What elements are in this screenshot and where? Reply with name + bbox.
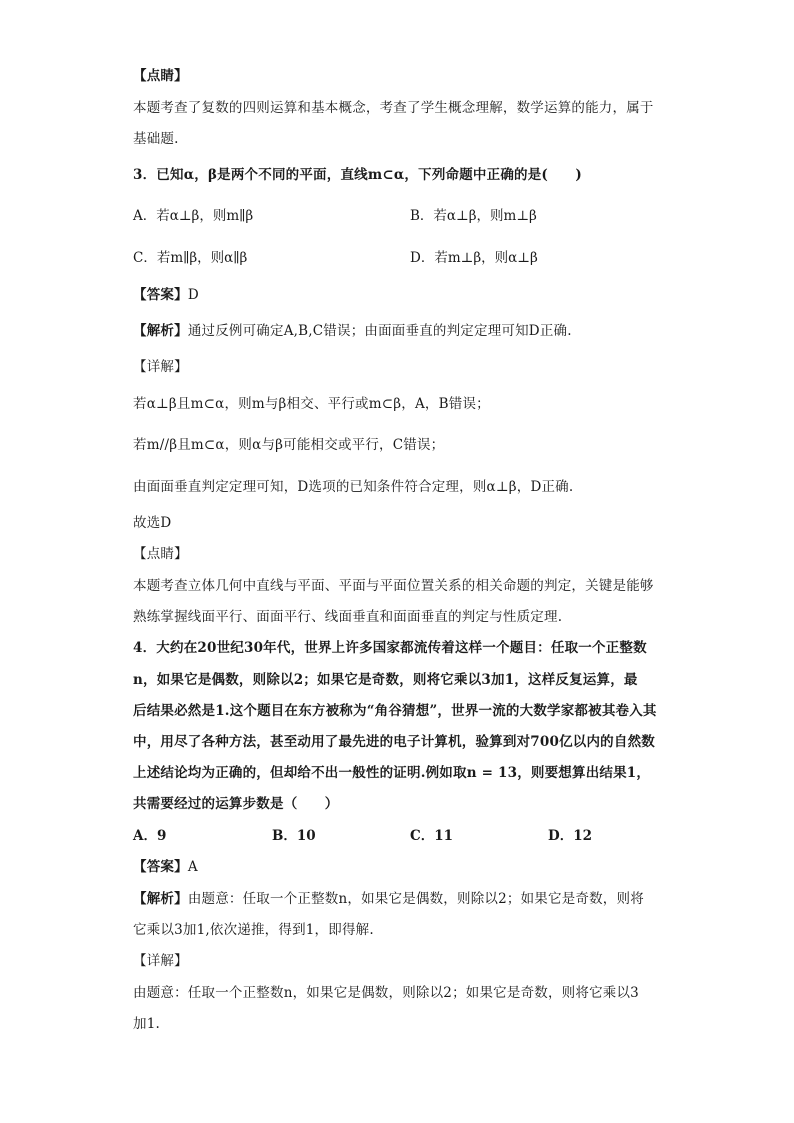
- q3-detail-line-3: 由面面垂直判定定理可知，D选项的已知条件符合定理，则α⊥β，D正确.: [133, 479, 574, 495]
- q4-analysis-label: 【解析】: [133, 891, 188, 907]
- dianjing-text-line-1: 本题考查了复数的四则运算和基本概念，考查了学生概念理解，数学运算的能力，属于: [133, 100, 654, 116]
- q3-answer: [133, 285, 199, 305]
- q3-dianjing-line-1: 本题考查立体几何中直线与平面、平面与平面位置关系的相关命题的判定，关键是能够: [133, 578, 654, 594]
- q3-answer-label: 【答案】: [133, 287, 188, 303]
- q3-option-d: D．若m⊥β，则α⊥β: [410, 250, 538, 266]
- q4-option-c: C．11: [410, 828, 454, 844]
- q3-dianjing-line-2: 熟练掌握线面平行、面面平行、线面垂直和面面垂直的判定与性质定理.: [133, 609, 563, 625]
- q4-answer-value: A: [187, 859, 198, 875]
- q4-stem-line-1: 4．大约在20世纪30年代，世界上许多国家都流传着这样一个题目：任取一个正整数: [133, 640, 647, 656]
- q4-answer: [133, 857, 198, 877]
- q4-detail-line-1: 由题意：任取一个正整数n，如果它是偶数，则除以2；如果它是奇数，则将它乘以3: [133, 985, 639, 1001]
- q3-analysis: [133, 321, 572, 341]
- q4-option-a: A．9: [133, 828, 167, 844]
- q4-stem-line-3: 后结果必然是1.这个题目在东方被称为“角谷猜想”，世界一流的大数学家都被其卷入其: [133, 703, 657, 719]
- dianjing-heading: 【点睛】: [133, 68, 188, 84]
- q4-detail-heading: 【详解】: [133, 953, 188, 969]
- q4-answer-label: 【答案】: [133, 859, 188, 875]
- q4-analysis-text-1: 由题意：任取一个正整数n，如果它是偶数，则除以2；如果它是奇数，则将: [187, 891, 644, 907]
- q3-answer-value: D: [187, 287, 199, 303]
- q3-analysis-text: 通过反例可确定A,B,C错误；由面面垂直的判定定理可知D正确.: [187, 323, 572, 339]
- q3-detail-line-4: 故选D: [133, 515, 172, 531]
- q4-stem-line-6: 共需要经过的运算步数是（ ）: [133, 796, 339, 812]
- q3-stem: 3．已知α，β是两个不同的平面，直线m⊂α，下列命题中正确的是( ): [133, 167, 583, 183]
- q3-dianjing-heading: 【点睛】: [133, 546, 188, 562]
- q4-option-b: B．10: [272, 828, 316, 844]
- q4-stem-line-4: 中，用尽了各种方法，甚至动用了最先进的电子计算机，验算到对700亿以内的自然数: [133, 734, 655, 750]
- q3-option-b: B．若α⊥β，则m⊥β: [410, 208, 537, 224]
- q3-option-a: A．若α⊥β，则m∥β: [133, 208, 254, 224]
- q4-analysis-line-2: 它乘以3加1,依次递推，得到1，即得解.: [133, 922, 374, 938]
- q3-analysis-label: 【解析】: [133, 323, 188, 339]
- q4-analysis-line-1: [133, 889, 644, 909]
- q3-detail-line-1: 若α⊥β且m⊂α，则m与β相交、平行或m⊂β，A，B错误；: [133, 396, 490, 412]
- q4-stem-line-5: 上述结论均为正确的，但却给不出一般性的证明.例如取n = 13，则要想算出结果1，: [133, 765, 651, 781]
- q4-option-d: D．12: [548, 828, 592, 844]
- q3-option-c: C．若m∥β，则α∥β: [133, 250, 248, 266]
- q4-detail-line-2: 加1.: [133, 1016, 160, 1032]
- dianjing-text-line-2: 基础题.: [133, 131, 179, 147]
- q3-detail-heading: 【详解】: [133, 359, 188, 375]
- q4-stem-line-2: n，如果它是偶数，则除以2；如果它是奇数，则将它乘以3加1，这样反复运算，最: [133, 672, 638, 688]
- q3-detail-line-2: 若m//β且m⊂α，则α与β可能相交或平行，C错误；: [133, 437, 445, 453]
